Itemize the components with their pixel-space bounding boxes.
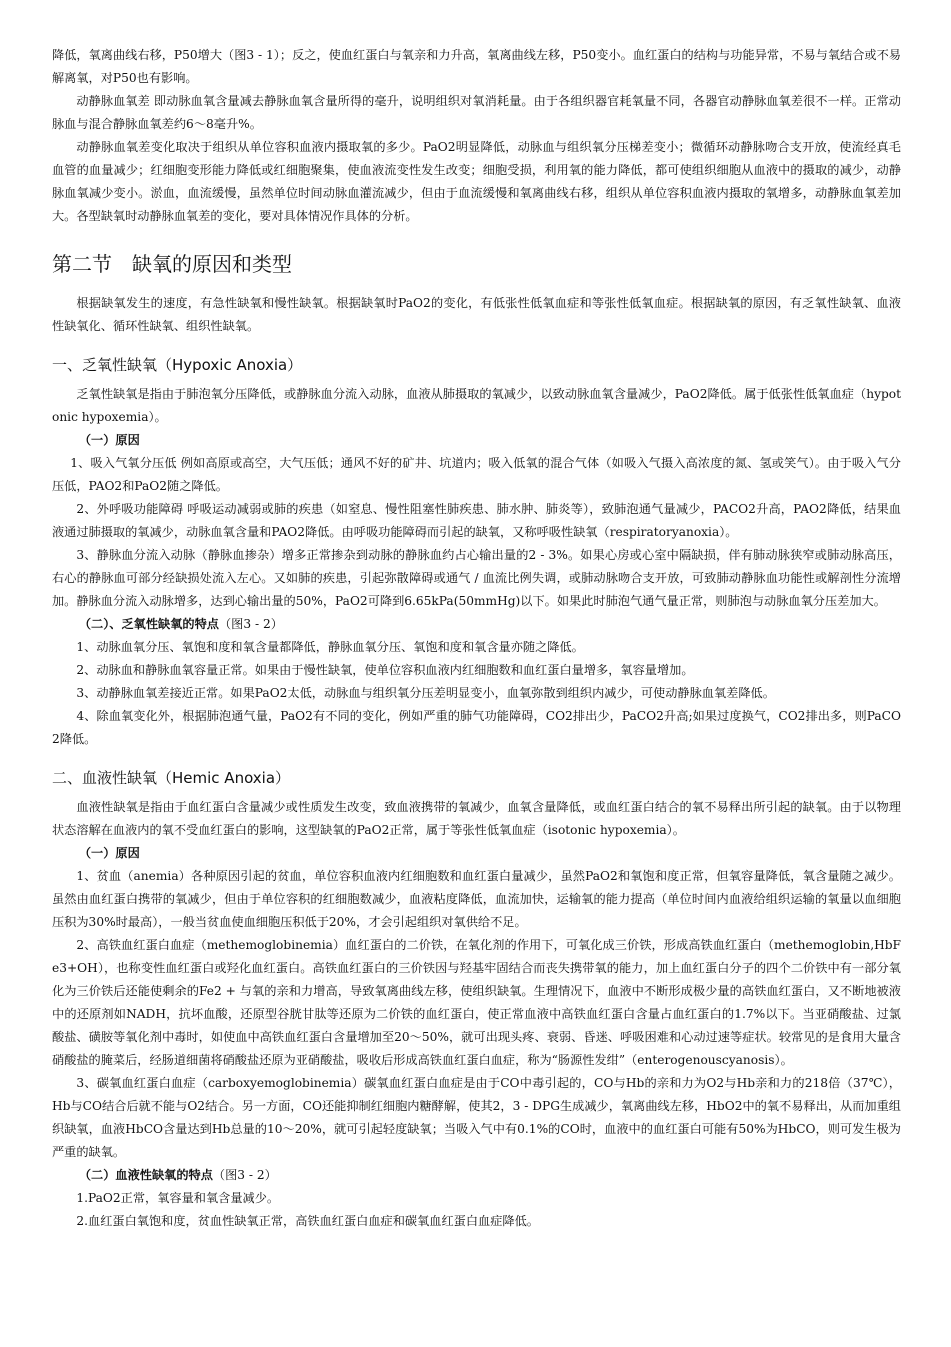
body-paragraph: 3、静脉血分流入动脉（静脉血掺杂）增多正常掺杂到动脉的静脉血约占心输出量的2 - 3%。如果心房或心室中隔缺损，伴有肺动脉狭窄或肺动脉高压，右心的静脉血可部分经缺损处流入左心。又如肺的疾患，引起弥散障碍或通气 / 血流比例失调，或肺动脉吻合支开放，可致肺动静脉血功能性或解剖性分流增加。静脉血分流入动脉增多，达到心输出量的50%，PaO2可降到6.65kPa(50mmHg)以下。如果此时肺泡气通气量正常，则肺泡与动脉血氧分压差加大。 (52, 548, 901, 608)
body-paragraph: 动静脉血氧差 即动脉血氧含量减去静脉血氧含量所得的毫升，说明组织对氧消耗量。由于各组织器官耗氧量不同，各器官动静脉血氧差很不一样。正常动脉血与混合静脉血氧差约6～8毫升%。 (52, 94, 901, 131)
body-paragraph: 2、高铁血红蛋白血症（methemoglobinemia）血红蛋白的二价铁，在氧化剂的作用下，可氧化成三价铁，形成高铁血红蛋白（methemoglobin,HbFe3+OH），也称变性血红蛋白或羟化血红蛋白。高铁血红蛋白的三价铁因与羟基牢固结合而丧失携带氧的能力，加上血红蛋白分子的四个二价铁中有一部分氧化为三价铁后还能使剩余的Fe2 + 与氧的亲和力增高，导致氧离曲线左移，使组织缺氧。生理情况下，血液中不断形成极少量的高铁血红蛋白，又不断地被液中的还原剂如NADH，抗坏血酸，还原型谷胱甘肽等还原为二价铁的血红蛋白，使正常血液中高铁血红蛋白含量占血红蛋白的1.7%以下。当亚硝酸盐、过氯酸盐、磺胺等氧化剂中毒时，如使血中高铁血红蛋白含量增加至20～50%，就可出现头疼、衰弱、昏迷、呼吸困难和心动过速等症状。较常见的是食用大量含硝酸盐的腌菜后，经肠道细菌将硝酸盐还原为亚硝酸盐，吸收后形成高铁血红蛋白血症，称为“肠源性发绀”（enterogenouscyanosis）。 (52, 938, 901, 1067)
body-paragraph: 根据缺氧发生的速度，有急性缺氧和慢性缺氧。根据缺氧时PaO2的变化，有低张性低氧血症和等张性低氧血症。根据缺氧的原因，有乏氧性缺氧、血液性缺氧化、循环性缺氧、组织性缺氧。 (52, 296, 901, 333)
body-paragraph: 2、外呼吸功能障碍 呼吸运动减弱或肺的疾患（如窒息、慢性阻塞性肺疾患、肺水肿、肺炎等），致肺泡通气量减少，PACO2升高，PAO2降低，结果血液通过肺摄取的氧减少，动脉血氧含量和PAO2降低。由呼吸功能障碍而引起的缺氧，又称呼吸性缺氧（respiratoryanoxia）。 (52, 502, 901, 539)
body-paragraph: 2、动脉血和静脉血氧容量正常。如果由于慢性缺氧，使单位容积血液内红细胞数和血红蛋白量增多，氧容量增加。 (76, 663, 694, 677)
sub-heading (52, 842, 901, 865)
sub-heading (52, 1164, 901, 1187)
body-paragraph: 3、碳氧血红蛋白血症（carboxyemoglobinemia）碳氧血红蛋白血症是由于CO中毒引起的，CO与Hb的亲和力为O2与Hb亲和力的218倍（37℃），Hb与CO结合后就不能与O2结合。另一方面，CO还能抑制红细胞内糖酵解，使其2，3 - DPG生成减少，氧离曲线左移，HbO2中的氧不易释出，从而加重组织缺氧，血液HbCO含量达到Hb总量的10～20%，就可引起轻度缺氧；当吸入气中有0.1%的CO时，血液中的血红蛋白可能有50%为HbCO，则可发生极为严重的缺氧。 (52, 1076, 901, 1159)
body-paragraph: 3、动静脉血氧差接近正常。如果PaO2太低，动脉血与组织氧分压差明显变小，血氧弥散到组织内减少，可使动静脉血氧差降低。 (76, 686, 775, 700)
body-paragraph: 血液性缺氧是指由于血红蛋白含量减少或性质发生改变，致血液携带的氧减少，血氧含量降低，或血红蛋白结合的氧不易释出所引起的缺氧。由于以物理状态溶解在血液内的氧不受血红蛋白的影响，这型缺氧的PaO2正常，属于等张性低氧血症（isotonic hypoxemia）。 (52, 800, 901, 837)
body-paragraph: 乏氧性缺氧是指由于肺泡氧分压降低，或静脉血分流入动脉，血液从肺摄取的氧减少，以致动脉血氧含量减少，PaO2降低。属于低张性低氧血症（hypotonic hypoxemia）。 (52, 387, 901, 424)
sub-heading-label: （一）原因 (78, 846, 140, 860)
body-paragraph: 1.PaO2正常，氧容量和氧含量减少。 (76, 1191, 280, 1205)
sub-heading-label: （二）血液性缺氧的特点 (78, 1168, 213, 1182)
sub-heading (52, 429, 901, 452)
body-paragraph: 2.血红蛋白氧饱和度，贫血性缺氧正常，高铁血红蛋白血症和碳氧血红蛋白血症降低。 (76, 1214, 539, 1228)
body-paragraph: 1、动脉血氧分压、氧饱和度和氧含量都降低，静脉血氧分压、氧饱和度和氧含量亦随之降低。 (76, 640, 584, 654)
body-paragraph: 1、贫血（anemia）各种原因引起的贫血，单位容积血液内红细胞数和血红蛋白量减少，虽然PaO2和氧饱和度正常，但氧容量降低，氧含量随之减少。虽然由血红蛋白携带的氧减少，但由于单位容积的红细胞数减少，血液粘度降低，血流加快，运输氧的能力提高（单位时间内血液给组织运输的氧量以血细胞压积为30%时最高），一般当贫血使血细胞压积低于20%，才会引起组织对氧供给不足。 (52, 869, 901, 929)
body-paragraph: 动静脉血氧差变化取决于组织从单位容积血液内摄取氧的多少。PaO2明显降低，动脉血与组织氧分压梯差变小；微循环动静脉吻合支开放，使流经真毛血管的血量减少；红细胞变形能力降低或红细胞聚集，使血液流变性发生改变；细胞受损，利用氧的能力降低，都可使组织细胞从血液中的摄取的减少，动静脉血氧减少变小。淤血，血流缓慢，虽然单位时间动脉血灌流减少，但由于血流缓慢和氧离曲线右移，组织从单位容积血液内摄取的氧增多，动静脉血氧差加大。各型缺氧时动静脉血氧差的变化，要对具体情况作具体的分析。 (52, 140, 901, 223)
body-paragraph: 1、吸入气氧分压低 例如高原或高空，大气压低；通风不好的矿井、坑道内；吸入低氧的混合气体（如吸入气摄入高浓度的氮、氢或笑气）。由于吸入气分压低，PAO2和PaO2随之降低。 (52, 456, 901, 493)
subsection-heading: 二、血液性缺氧（Hemic Anoxia） (52, 769, 291, 787)
figure-reference: （图3 - 2） (218, 617, 283, 631)
document-page (52, 44, 901, 1233)
subsection-heading: 一、乏氧性缺氧（Hypoxic Anoxia） (52, 356, 303, 374)
section-heading: 第二节 缺氧的原因和类型 (52, 252, 292, 276)
sub-heading-label: （一）原因 (78, 433, 140, 447)
body-paragraph: 4、除血氧变化外，根据肺泡通气量，PaO2有不同的变化，例如严重的肺气功能障碍，CO2排出少，PaCO2升高;如果过度换气，CO2排出多，则PaCO2降低。 (52, 709, 901, 746)
sub-heading (52, 613, 901, 636)
sub-heading-label: （二）、乏氧性缺氧的特点 (78, 617, 219, 631)
figure-reference: （图3 - 2） (212, 1168, 277, 1182)
body-paragraph: 降低，氧离曲线右移，P50增大（图3 - 1）；反之，使血红蛋白与氧亲和力升高，氧离曲线左移，P50变小。血红蛋白的结构与功能异常，不易与氧结合或不易解离氧，对P50也有影响。 (52, 48, 901, 85)
